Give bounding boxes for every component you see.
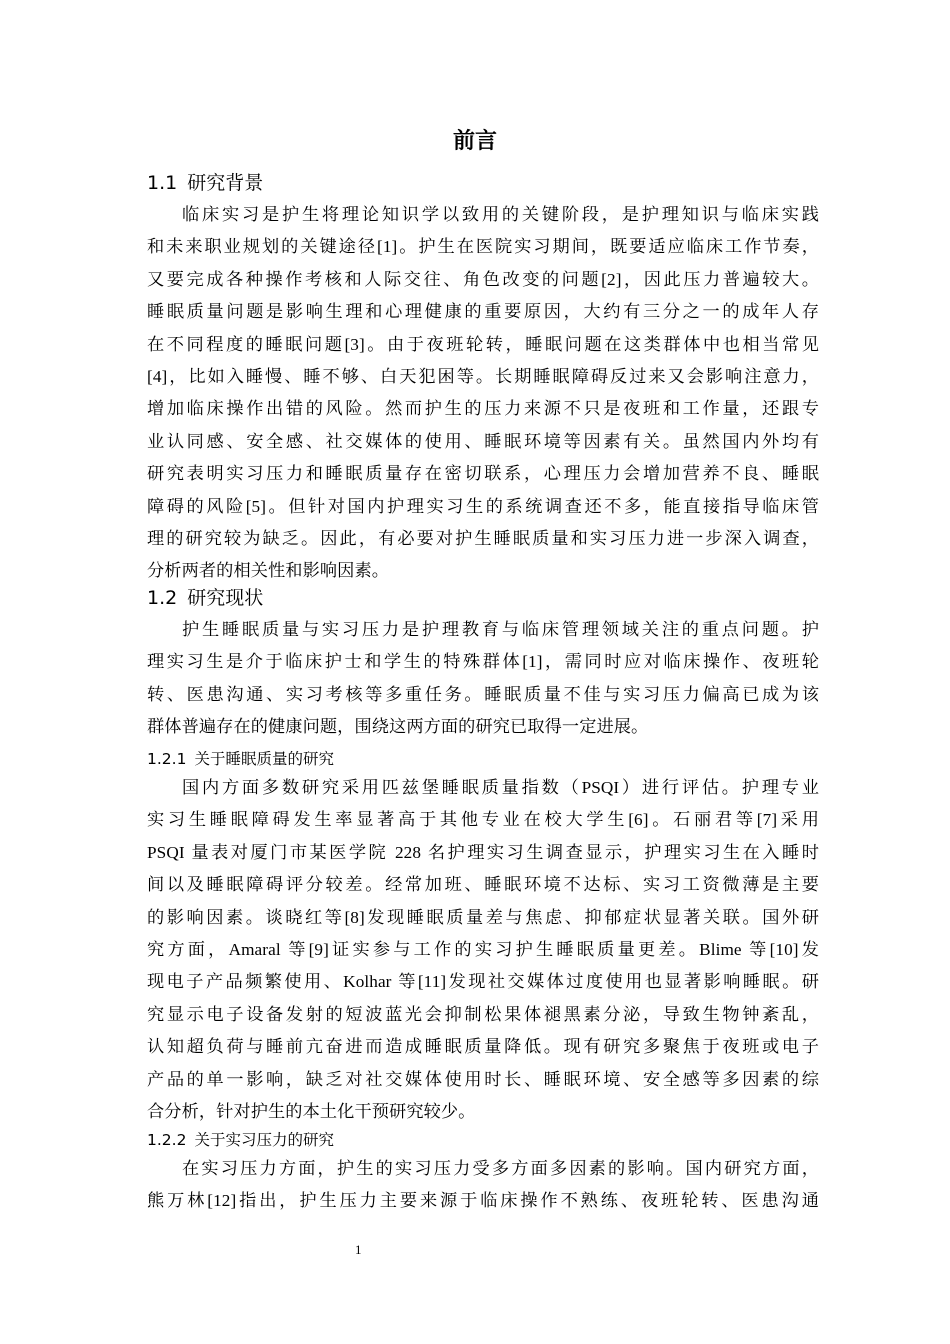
text-line: 间以及睡眠障碍评分较差。经常加班、睡眠环境不达标、实习工资微薄是主要 (147, 875, 819, 895)
subsection-heading-sleep-quality (147, 746, 334, 772)
text-line: [4]，比如入睡慢、睡不够、白天犯困等。长期睡眠障碍反过来又会影响注意力， (147, 366, 819, 386)
text-line: 究显示电子设备发射的短波蓝光会抑制松果体褪黑素分泌，导致生物钟紊乱， (147, 1004, 819, 1024)
section-heading-research-background (147, 168, 263, 198)
text-line: 认知超负荷与睡前亢奋进而造成睡眠质量降低。现有研究多聚焦于夜班或电子 (147, 1037, 819, 1057)
text-line: 在不同程度的睡眠问题[3]。由于夜班轮转，睡眠问题在这类群体中也相当常见 (147, 334, 819, 354)
text-line: 群体普遍存在的健康问题，围绕这两方面的研究已取得一定进展。 (147, 717, 649, 737)
section-number: 1.2 (147, 587, 178, 609)
section-number: 1.1 (147, 172, 178, 194)
section-title: 研究背景 (187, 172, 264, 194)
paragraph-sleep-quality (147, 772, 819, 1128)
text-line: 增加临床操作出错的风险。然而护生的压力来源不只是夜班和工作量，还跟专 (147, 399, 819, 419)
text-line: 转、医患沟通、实习考核等多重任务。睡眠质量不佳与实习压力偏高已成为该 (147, 684, 819, 704)
text-line: 临床实习是护生将理论知识学以致用的关键阶段，是护理知识与临床实践 (182, 205, 819, 224)
text-line: 熊万林[12]指出，护生压力主要来源于临床操作不熟练、夜班轮转、医患沟通 (147, 1191, 819, 1211)
page-title: 前言 (452, 129, 497, 154)
subsection-number: 1.2.1 (147, 750, 187, 768)
text-line: 业认同感、安全感、社交媒体的使用、睡眠环境等因素有关。虽然国内外均有 (147, 431, 819, 451)
page-number: 1 (355, 1242, 362, 1257)
subsection-title: 关于睡眠质量的研究 (194, 750, 334, 768)
text-line: 分析两者的相关性和影响因素。 (147, 561, 390, 581)
text-line: 实习生睡眠障碍发生率显著高于其他专业在校大学生[6]。石丽君等[7]采用 (147, 810, 819, 830)
paragraph-research-status (147, 614, 819, 744)
subsection-heading-internship-stress (147, 1127, 334, 1153)
text-line: 护生睡眠质量与实习压力是护理教育与临床管理领域关注的重点问题。护 (182, 620, 819, 639)
text-line: 究方面，Amaral 等[9]证实参与工作的实习护生睡眠质量更差。Blime 等[10]发 (147, 939, 819, 959)
text-line: 和未来职业规划的关键途径[1]。护生在医院实习期间，既要适应临床工作节奏， (147, 237, 819, 257)
subsection-title: 关于实习压力的研究 (194, 1131, 334, 1149)
text-line: 障碍的风险[5]。但针对国内护理实习生的系统调查还不多，能直接指导临床管 (147, 496, 819, 516)
text-line: 现电子产品频繁使用、Kolhar 等[11]发现社交媒体过度使用也显著影响睡眠。研 (147, 972, 819, 992)
text-line: 国内方面多数研究采用匹兹堡睡眠质量指数（PSQI）进行评估。护理专业 (182, 778, 819, 797)
section-heading-research-status (147, 583, 263, 613)
text-line: 又要完成各种操作考核和人际交往、角色改变的问题[2]，因此压力普遍较大。 (147, 269, 819, 289)
text-line: 的影响因素。谈晓红等[8]发现睡眠质量差与焦虑、抑郁症状显著关联。国外研 (147, 907, 819, 927)
text-line: 合分析，针对护生的本土化干预研究较少。 (147, 1101, 476, 1121)
paragraph-research-background (147, 199, 819, 588)
text-line: 睡眠质量问题是影响生理和心理健康的重要原因，大约有三分之一的成年人存 (147, 302, 819, 322)
text-line: 产品的单一影响，缺乏对社交媒体使用时长、睡眠环境、安全感等多因素的综 (147, 1069, 819, 1089)
text-line: 理实习生是介于临床护士和学生的特殊群体[1]，需同时应对临床操作、夜班轮 (147, 652, 819, 672)
text-line: 在实习压力方面，护生的实习压力受多方面多因素的影响。国内研究方面， (182, 1159, 819, 1178)
paragraph-internship-stress (147, 1153, 819, 1218)
section-title: 研究现状 (187, 587, 264, 609)
subsection-number: 1.2.2 (147, 1131, 187, 1149)
text-line: 研究表明实习压力和睡眠质量存在密切联系，心理压力会增加营养不良、睡眠 (147, 464, 819, 484)
text-line: PSQI 量表对厦门市某医学院 228 名护理实习生调查显示，护理实习生在入睡时 (147, 842, 819, 862)
text-line: 理的研究较为缺乏。因此，有必要对护生睡眠质量和实习压力进一步深入调查， (147, 528, 819, 548)
